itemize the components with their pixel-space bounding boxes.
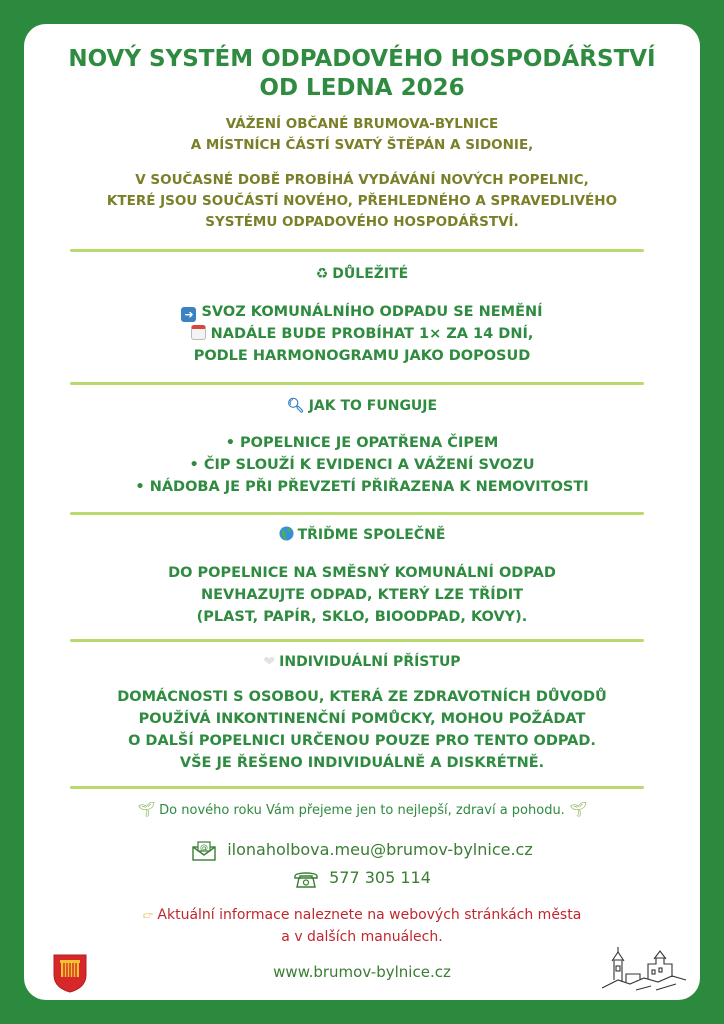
section-heading-important: ♻ DŮLEŽITÉ [315, 266, 409, 282]
magnifier-icon: 🔍︎ [286, 398, 305, 414]
pointing-hand-icon: 👉︎ [142, 907, 153, 923]
section-heading-sort: TŘIĎME SPOLEČNĚ [24, 525, 700, 545]
divider [70, 249, 644, 252]
page-title: NOVÝ SYSTÉM ODPADOVÉHO HOSPODÁŘSTVÍ OD LEDNA 2026 [68, 46, 656, 101]
divider [70, 512, 644, 515]
email-link[interactable]: ilonaholbova.meu@brumov-bylnice.cz [227, 840, 533, 859]
phone-contact [24, 866, 700, 890]
poster-card [24, 24, 700, 1000]
divider [70, 382, 644, 385]
sprout-icon: 🌱︎ [137, 802, 156, 818]
list-item: • ČIP SLOUŽÍ K EVIDENCI A VÁŽENÍ SVOZU [189, 457, 535, 473]
sprout-icon: 🌱︎ [568, 802, 587, 818]
individual-text: DOMÁCNOSTI S OSOBOU, KTERÁ ZE ZDRAVOTNÍCH DŮVODŮ POUŽÍVÁ INKONTINENČNÍ POMŮCKY, MOHOU POŽÁDAT O DALŠÍ POPELNICI URČENOU POUZE PRO TENTO ODPAD. VŠE JE ŘEŠENO INDIVIDUÁLNĚ A DISKRÉTNĚ. [117, 689, 607, 771]
section-heading-how: 🔍︎ JAK TO FUNGUJE [286, 398, 438, 414]
arrow-right-icon: ➜ [181, 307, 196, 322]
email-icon [191, 841, 217, 861]
calendar-icon [191, 325, 206, 340]
list-item: • NÁDOBA JE PŘI PŘEVZETÍ PŘIŘAZENA K NEMOVITOSTI [135, 479, 589, 495]
svg-text:@: @ [200, 842, 209, 852]
email-contact [24, 838, 700, 862]
phone-icon [293, 869, 319, 889]
intro-text: V SOUČASNÉ DOBĚ PROBÍHÁ VYDÁVÁNÍ NOVÝCH POPELNIC, KTERÉ JSOU SOUČÁSTÍ NOVÉHO, PŘEHLEDNÉHO A SPRAVEDLIVÉHO SYSTÉMU ODPADOVÉHO HOSPODÁŘSTVÍ. [106, 172, 618, 230]
phone-number[interactable]: 577 305 114 [329, 868, 431, 887]
divider [70, 786, 644, 789]
section-heading-individual: ❤ INDIVIDUÁLNÍ PŘÍSTUP [263, 654, 461, 670]
list-item: • POPELNICE JE OPATŘENA ČIPEM [225, 435, 499, 451]
how-list [24, 432, 700, 498]
info-note: 👉︎ Aktuální informace naleznete na webových stránkách města a v dalších manuálech. [142, 907, 582, 945]
town-crest-icon [52, 953, 88, 993]
new-year-wish: 🌱︎ Do nového roku Vám přejeme jen to nejlepší, zdraví a pohodu. 🌱︎ [137, 802, 587, 818]
recycle-icon: ♻ [315, 266, 329, 282]
heart-icon: ❤ [263, 654, 276, 670]
important-text: ➜ SVOZ KOMUNÁLNÍHO ODPADU SE NEMĚNÍ NADÁLE BUDE PROBÍHAT 1× ZA 14 DNÍ, PODLE HARMONOGRAMU JAKO DOPOSUD [24, 301, 700, 367]
castle-icon [596, 944, 688, 994]
greeting: VÁŽENÍ OBČANÉ BRUMOVA-BYLNICE A MÍSTNÍCH ČÁSTÍ SVATÝ ŠTĚPÁN A SIDONIE, [190, 116, 534, 153]
sort-text: DO POPELNICE NA SMĚSNÝ KOMUNÁLNÍ ODPAD NEVHAZUJTE ODPAD, KTERÝ LZE TŘÍDIT (PLAST, PAPÍR, SKLO, BIOODPAD, KOVY). [168, 565, 556, 625]
globe-icon [279, 525, 294, 545]
website-link[interactable]: www.brumov-bylnice.cz [273, 963, 451, 981]
divider [70, 639, 644, 642]
